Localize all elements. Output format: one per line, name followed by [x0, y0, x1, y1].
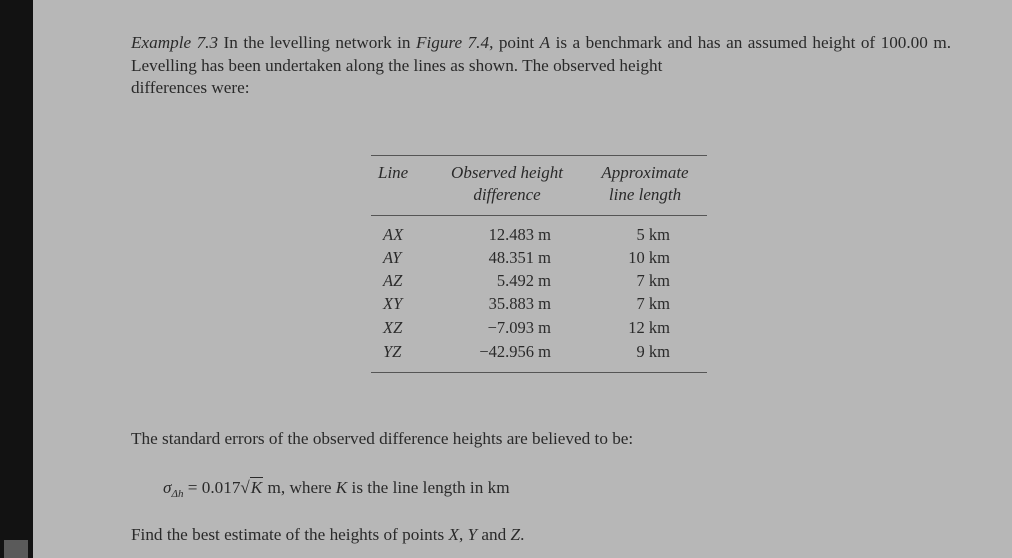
row-height-diff: 48.351 m: [488, 248, 551, 267]
left-edge-bar: [0, 0, 33, 558]
point-a: A: [539, 33, 551, 52]
row-length: 7 km: [636, 294, 670, 313]
formula-unit: m, where: [263, 478, 336, 497]
header-observed-1: Observed height: [451, 163, 563, 182]
table-row: [371, 223, 707, 246]
question-and: and: [477, 525, 511, 544]
row-line: AX: [383, 225, 404, 244]
header-observed-2: difference: [473, 185, 541, 204]
row-length: 9 km: [636, 342, 670, 361]
point-z: Z: [510, 525, 521, 544]
row-line: XZ: [383, 318, 403, 337]
formula-equals: = 0.017: [183, 478, 241, 497]
standard-error-statement: The standard errors of the observed difference heights are believed to be:: [131, 429, 634, 448]
row-length: 7 km: [636, 271, 670, 290]
edge-tab: [4, 540, 28, 558]
row-height-diff: −7.093 m: [487, 318, 551, 337]
intro-text-4: differences were:: [131, 78, 250, 97]
row-height-diff: 5.492 m: [496, 271, 551, 290]
intro-paragraph: [131, 32, 951, 100]
row-height-diff: 12.483 m: [488, 225, 551, 244]
row-height-diff: 35.883 m: [488, 294, 551, 313]
table-row: [371, 340, 707, 363]
table-row: [371, 246, 707, 269]
header-observed: [433, 162, 581, 206]
example-label: Example 7.3: [131, 33, 219, 52]
point-x: X: [448, 525, 459, 544]
standard-error-formula: [163, 477, 510, 501]
table-top-rule: [371, 155, 707, 156]
table-row: [371, 316, 707, 339]
row-line: XY: [383, 294, 403, 313]
table-row: [371, 269, 707, 292]
row-length: 5 km: [636, 225, 670, 244]
formula-sigma: σ: [163, 478, 172, 497]
row-line: YZ: [383, 342, 402, 361]
sqrt-icon: √: [240, 478, 250, 497]
table-bottom-rule: [371, 372, 707, 373]
formula-k: K: [250, 478, 263, 497]
formula-tail: is the line length in km: [347, 478, 510, 497]
table-row: [371, 292, 707, 315]
row-line: AY: [383, 248, 402, 267]
point-y: Y: [467, 525, 478, 544]
table-header-rule: [371, 215, 707, 216]
header-line: Line: [378, 163, 409, 182]
question: [131, 524, 951, 547]
page: [33, 0, 1012, 558]
intro-text-3: is a benchmark and has an assumed height of 100.00 m. Levelling has been undertaken along the lines as shown. The observed height: [131, 33, 951, 75]
question-text: Find the best estimate of the heights of points: [131, 525, 449, 544]
intro-text-1: In the levelling network in: [218, 33, 416, 52]
header-length-2: line length: [608, 185, 682, 204]
question-end: .: [520, 525, 525, 544]
row-line: AZ: [383, 271, 403, 290]
intro-text-2: , point: [489, 33, 540, 52]
formula-subscript: Δh: [171, 488, 184, 500]
row-height-diff: −42.956 m: [479, 342, 551, 361]
figure-ref: Figure 7.4: [415, 33, 490, 52]
question-comma: ,: [458, 525, 468, 544]
header-length-1: Approximate: [601, 163, 689, 182]
row-length: 10 km: [628, 248, 670, 267]
row-length: 12 km: [628, 318, 670, 337]
formula-k-2: K: [335, 478, 348, 497]
header-length: [589, 162, 701, 206]
